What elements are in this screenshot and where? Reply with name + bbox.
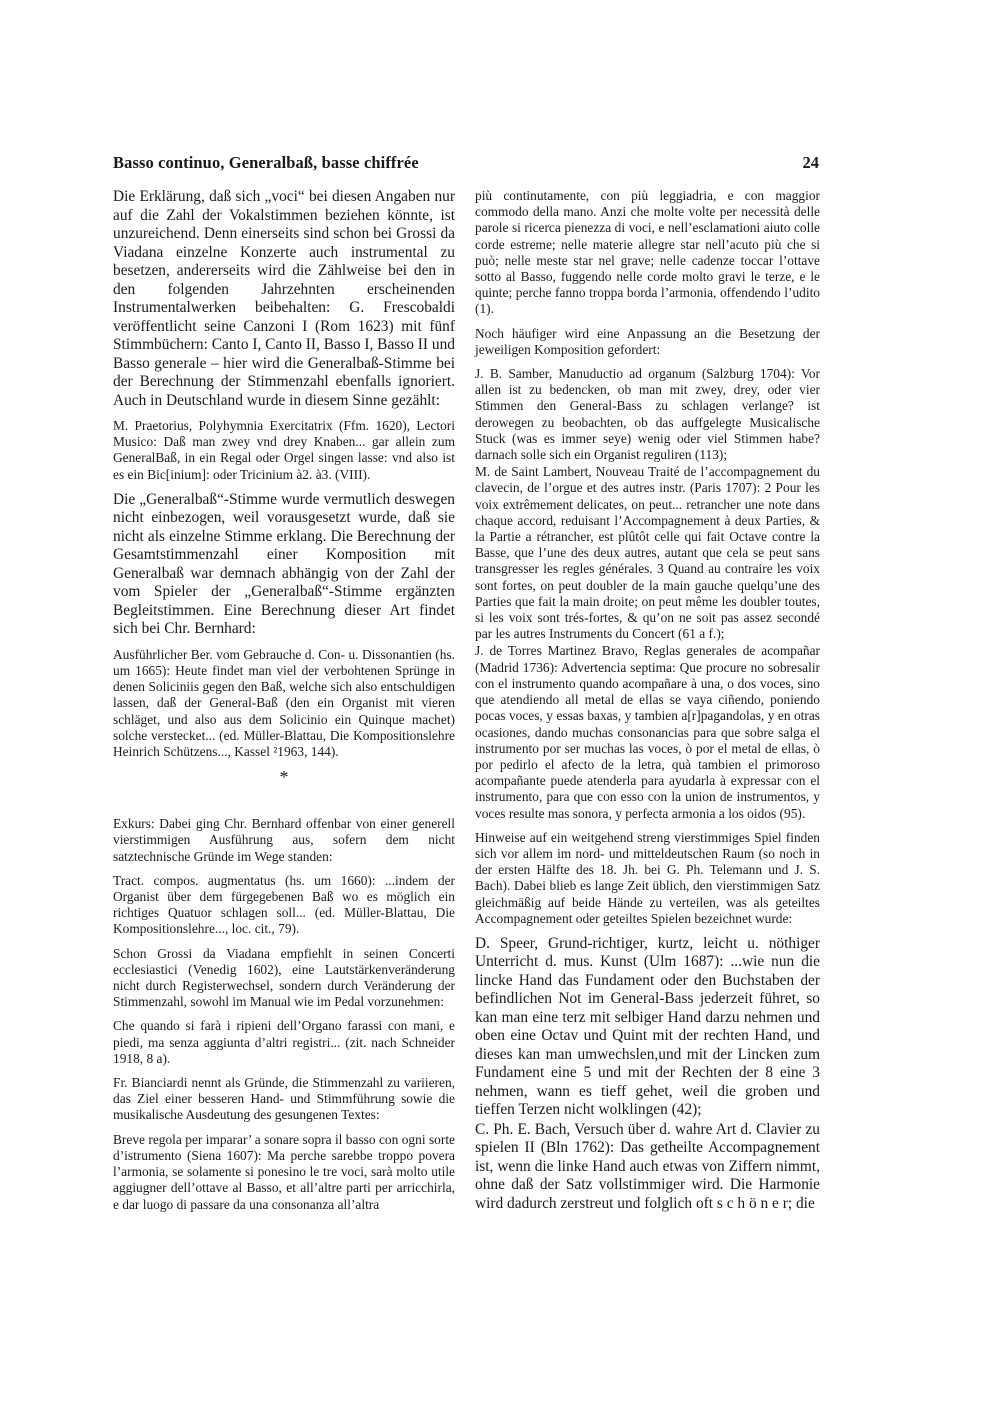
paragraph: Die Erklärung, daß sich „voci“ bei diesen Angaben nur auf die Zahl der Vokalstimmen beziehen könnte, ist unzureichend. Denn einerseits sind schon bei Grossi da Viadana einzelne Konzerte auch instrumental zu besetzen, andererseits wird die Zählweise bei den in den folgenden Jahrzehnten erscheinenden Instrumentalwerken beibehalten: G. Frescobaldi veröffentlicht seine Canzoni I (Rom 1623) mit fünf Stimmbüchern: Canto I, Canto II, Basso I, Basso II und Basso generale – hier wird die Generalbaß-Stimme bei der Berechnung der Stimmenzahl ebenfalls ignoriert. Auch in Deutschland wurde in diesem Sinne gezählt: [113, 188, 455, 409]
running-header [113, 153, 819, 177]
quotation: J. B. Samber, Manuductio ad organum (Salzburg 1704): Vor allen ist zu bedencken, ob man mit zwey, drey, oder vier Stimmen den General-Bass zu schlagen verlange? ist derowegen zu beobachten, ob das auffgelegte Musicalische Stuck (was es immer seye) wenig oder viel Stimmen habe? darnach solle sich ein Organist reguliren (113); [475, 366, 820, 463]
paragraph: Noch häufiger wird eine Anpassung an die Besetzung der jeweiligen Komposition gefordert: [475, 325, 820, 357]
paragraph: Hinweise auf ein weitgehend streng vierstimmiges Spiel finden sich vor allem im nord- und mitteldeutschen Raum (so noch in der ersten Hälfte des 18. Jh. bei G. Ph. Telemann und J. S. Bach). Dabei blieb es lange Zeit üblich, den vierstimmigen Satz gleichmäßig auf beide Hände zu verteilen, was als geteiltes Accompagnement oder geteiltes Spielen bezeichnet wurde: [475, 829, 820, 926]
section-separator: * [279, 767, 289, 788]
quotation: C. Ph. E. Bach, Versuch über d. wahre Art d. Clavier zu spielen II (Bln 1762): Das getheilte Accompagnement ist, wenn die linke Hand auch etwas von Ziffern nimmt, ohne daß der Satz vollstimmiger wird. Die Harmonie wird dadurch zerstreut und folglich oft s c h ö n e r; die [475, 1120, 820, 1212]
right-column [475, 188, 820, 1221]
left-column [113, 188, 455, 1221]
quotation: M. Praetorius, Polyhymnia Exercitatrix (Ffm. 1620), Lectori Musico: Daß man zwey vnd drey Knaben... gar allein zum GeneralBaß, in ein Regal oder Orgel singen lasse: vnd also ist es ein Bic[inium]: oder Tricinium à2. à3. (VIII). [113, 418, 455, 482]
paragraph: Schon Grossi da Viadana empfiehlt in seinen Concerti ecclesiastici (Venedig 1602), eine Lautstärkenveränderung nicht durch Registerwechsel, sondern durch Veränderung der Stimmenzahl, sowohl im Manual wie im Pedal vorzunehmen: [113, 945, 455, 1010]
page-title: Basso continuo, Generalbaß, basse chiffrée [113, 153, 419, 172]
excursus-paragraph: Exkurs: Dabei ging Chr. Bernhard offenbar von einer generell vierstimmigen Ausführung aus, sofern dem nicht satztechnische Gründe im Wege standen: [113, 816, 455, 864]
paragraph: Fr. Bianciardi nennt als Gründe, die Stimmenzahl zu variieren, das Ziel einer besseren Hand- und Stimmführung sowie die musikalische Ausdeutung des gesungenen Textes: [113, 1075, 455, 1123]
quotation: Breve regola per imparar’ a sonare sopra il basso con ogni sorte d’istrumento (Siena 1607): Ma perche sarebbe troppo povera l’armonia, se solamente si ponesino le tre voci, sarà molto utile aggiugner dell’ottave al Basso, et all’altre parti per arricchirla, e dar luogo di passare da una consonanza all’altra [113, 1131, 455, 1212]
page-number: 24 [802, 153, 819, 172]
quotation: Tract. compos. augmentatus (hs. um 1660): ...indem der Organist über dem fürgegebenen Baß wo es möglich ein richtiges Quatuor schlagen soll... (ed. Müller-Blattau, Die Kompositionslehre..., loc. cit., 79). [113, 872, 455, 937]
quotation-continued: più continutamente, con più leggiadria, e con maggior commodo della mano. Anzi che molte volte per necessità delle parole si ricerca pienezza di voci, e nell’esclamationi aiuto colle corde estreme; nelle materie allegre star nell’acuto più che si può; nelle meste star nel grave; nelle cadenze toccar l’ottave sotto al Basso, fuggendo nelle corde molto gravi le terze, e le quinte; perche fanno troppa borda l’armonia, offendendo l’udito (1). [475, 188, 820, 317]
quotation: Che quando si farà i ripieni dell’Organo farassi con mani, e piedi, ma senza aggiunta d’altri registri... (zit. nach Schneider 1918, 8 a). [113, 1018, 455, 1066]
quotation: J. de Torres Martinez Bravo, Reglas generales de acompañar (Madrid 1736): Advertencia septima: Que procure no sobresalir con el instrumento quando acompañare à una, o dos voces, sino que atendiendo all metal de ellas se vaya ciñendo, poniendo pocas voces, y essas baxas, y tambien a[r]pagandolas, y en otras ocasiones, dando muchas consonancias para que sobre salga el instrumento por ser muchas las voces, ò por el metal de ellas, ò por pedirlo el afecto de la letra, quà tambien el primoroso acompañante puede atenderla para ayudarla à expressar con el instrumento, para que con esso con la union de instrumentos, y voces resulte mas sonora, y perfecta armonia a los oidos (95). [475, 643, 820, 821]
quotation: M. de Saint Lambert, Nouveau Traité de l’accompagnement du clavecin, de l’orgue et des autres instr. (Paris 1707): 2 Pour les voix extrêmement delicates, on peut... retrancher une note dans chaque accord, reduisant l’Accompagnement à deux Parties, & la Partie a rétrancher, est plûtôt celle qui fait Octave contre la Basse, que l’une des deux autres, autant que cela se peut sans transgresser les regles générales. 3 Quand au contraire les voix sont fortes, on peut doubler de la main gauche quelqu’une des Parties que fait la main droite; on peut même les doubler toutes, si les voix sont trés-fortes, & qu’on ne soit pas assez secondé par les autres Instruments du Concert (61 a f.); [475, 464, 820, 642]
quotation: D. Speer, Grund-richtiger, kurtz, leicht u. nöthiger Unterricht d. mus. Kunst (Ulm 1687): ...wie nun die lincke Hand das Fundament oder den Buchstaben der befindlichen Not im General-Bass jederzeit führet, so kan man eine terz mit selbiger Hand darzu nehmen und oben eine Octav und Quint mit der rechten Hand, und dieses kan man umwechslen,und mit der Lincken zum Fundament eine 5 und mit der Rechten der 8 eine 3 nehmen, wann es tieff gehet, weil die groben und tieffen Terzen nicht wolklingen (42); [475, 934, 820, 1119]
paragraph: Die „Generalbaß“-Stimme wurde vermutlich deswegen nicht einbezogen, weil vorausgesetzt wurde, daß sie nicht als einzelne Stimme erklang. Die Berechnung der Gesamtstimmenzahl einer Komposition mit Generalbaß war demnach abhängig von der Zahl der vom Spieler der „Generalbaß“-Stimme ergänzten Begleitstimmen. Eine Berechnung dieser Art findet sich bei Chr. Bernhard: [113, 490, 455, 638]
quotation: Ausführlicher Ber. vom Gebrauche d. Con- u. Dissonantien (hs. um 1665): Heute findet man viel der verbohtenen Sprünge in denen Soliciniis gegen den Baß, welche sich also entschuldigen lassen, daß der General-Baß (den ein Organist mit vieren schläget, und also aus dem Solicinio ein Quinque machet) solche verstecket... (ed. Müller-Blattau, Die Kompositionslehre Heinrich Schützens..., Kassel ²1963, 144). [113, 646, 455, 760]
